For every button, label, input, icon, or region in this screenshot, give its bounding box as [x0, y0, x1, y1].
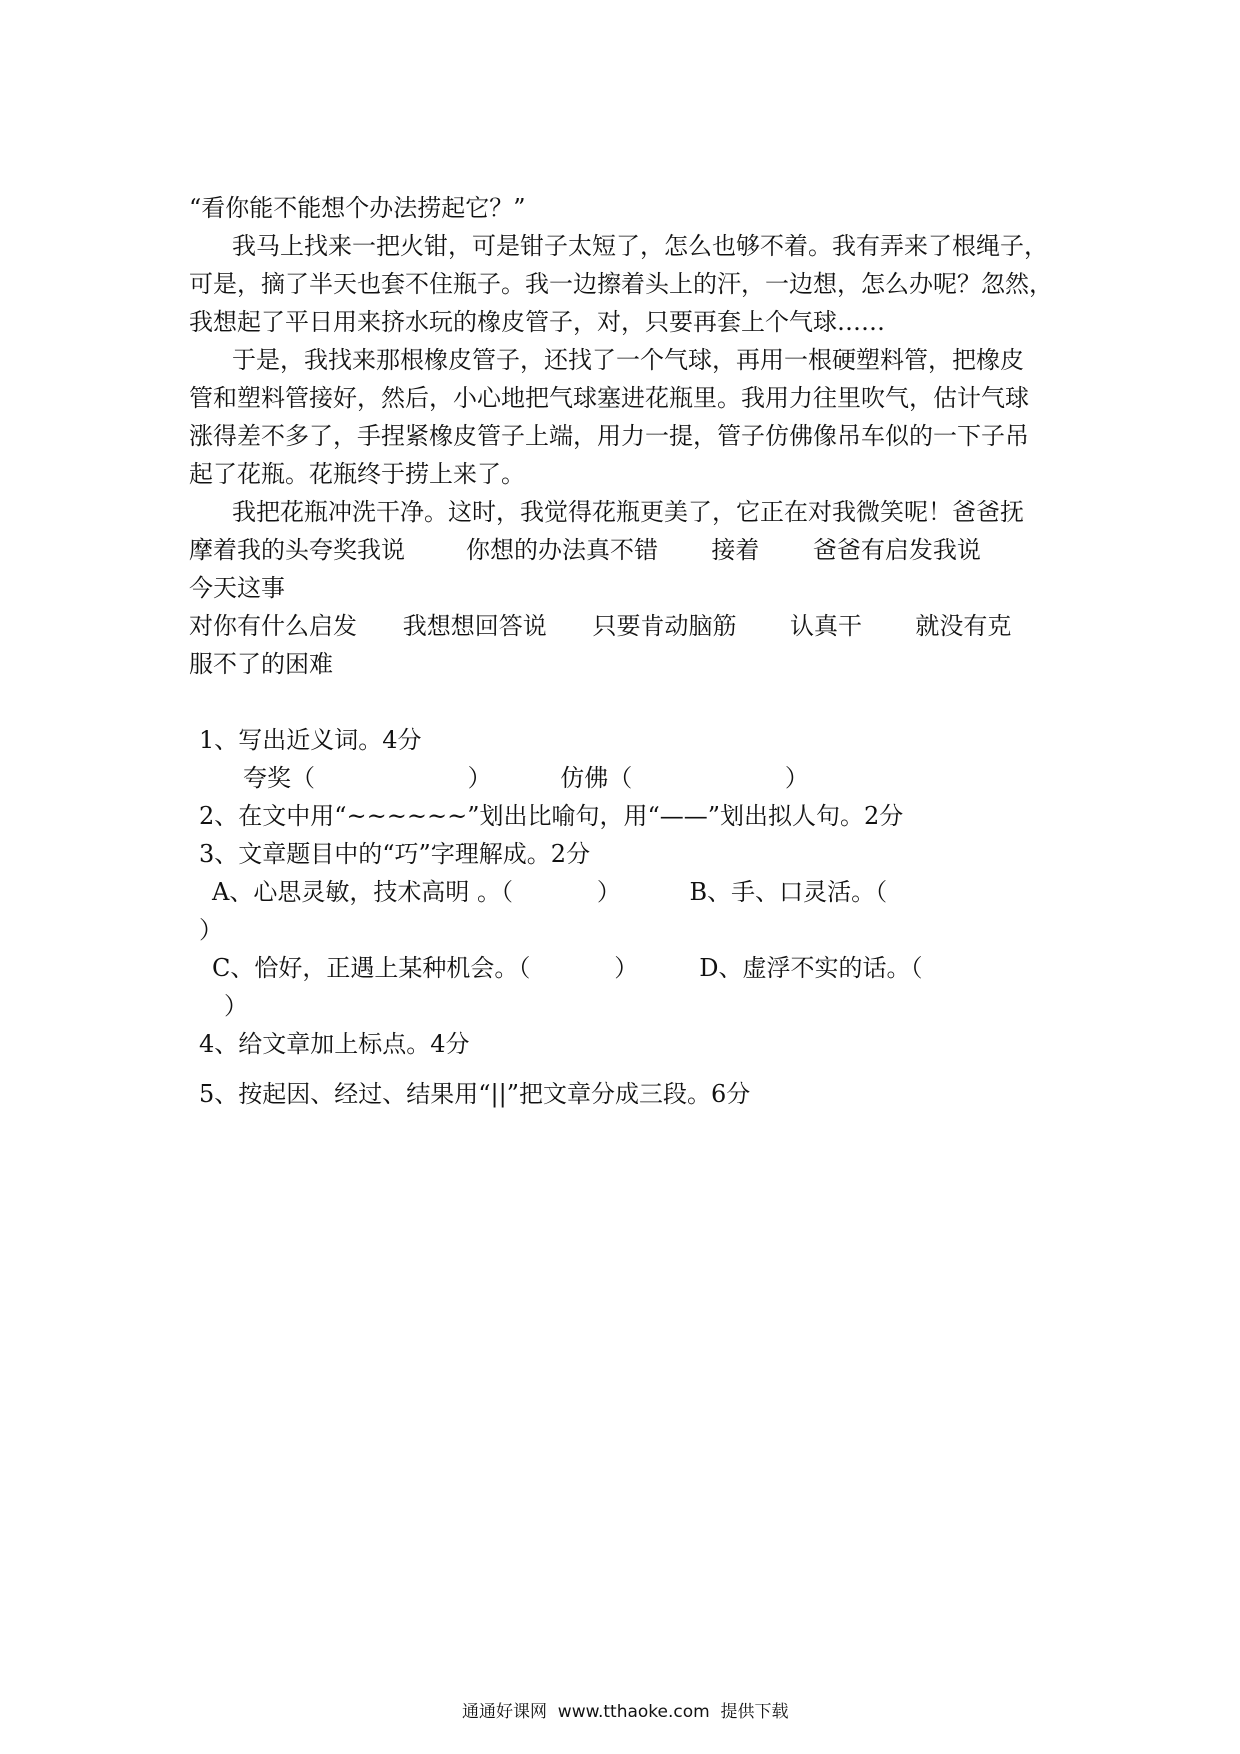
passage-line-12: 对你有什么启发 我想想回答说 只要肯动脑筋 认真干 就没有克 [189, 612, 1012, 640]
question-1: 1、写出近义词。4分 [199, 726, 422, 754]
question-2: 2、在文中用“~~~~~~”划出比喻句，用“——”划出拟人句。2分 [199, 802, 904, 830]
passage-line-3: 可是，摘了半天也套不住瓶子。我一边擦着头上的汗，一边想，怎么办呢？忽然， [189, 270, 1053, 298]
question-3-options-cd: C、恰好，正遇上某种机会。（ ） D、虚浮不实的话。（ [212, 954, 923, 982]
passage-line-11: 今天这事 [189, 574, 285, 602]
passage-line-8: 起了花瓶。花瓶终于捞上来了。 [189, 460, 525, 488]
passage-line-9: 我把花瓶冲洗干净。这时，我觉得花瓶更美了，它正在对我微笑呢！爸爸抚 [232, 498, 1024, 526]
question-3-options-cd-end: ） [224, 992, 248, 1020]
question-1-items: 夸奖（ ） 仿佛（ ） [243, 764, 809, 792]
footer-text: 通通好课网 www.tthaoke.com 提供下载 [462, 1702, 789, 1722]
question-3: 3、文章题目中的“巧”字理解成。2分 [199, 840, 591, 868]
question-4: 4、给文章加上标点。4分 [199, 1030, 470, 1058]
question-3-options-ab-end: ） [199, 916, 223, 944]
passage-line-4: 我想起了平日用来挤水玩的橡皮管子，对，只要再套上个气球…… [189, 308, 885, 336]
passage-line-5: 于是，我找来那根橡皮管子，还找了一个气球，再用一根硬塑料管，把橡皮 [232, 346, 1024, 374]
question-3-options-ab: A、心思灵敏，技术高明 。（ ） B、手、口灵活。（ [212, 878, 888, 906]
question-5: 5、按起因、经过、结果用“||”把文章分成三段。6分 [199, 1080, 751, 1108]
passage-line-1: “看你能不能想个办法捞起它？” [189, 194, 526, 222]
passage-line-2: 我马上找来一把火钳，可是钳子太短了，怎么也够不着。我有弄来了根绳子， [232, 232, 1048, 260]
passage-line-10: 摩着我的头夸奖我说 你想的办法真不错 接着 爸爸有启发我说 [189, 536, 981, 564]
passage-line-7: 涨得差不多了，手捏紧橡皮管子上端，用力一提，管子仿佛像吊车似的一下子吊 [189, 422, 1029, 450]
passage-line-13: 服不了的困难 [189, 650, 333, 678]
passage-line-6: 管和塑料管接好，然后，小心地把气球塞进花瓶里。我用力往里吹气，估计气球 [189, 384, 1029, 412]
